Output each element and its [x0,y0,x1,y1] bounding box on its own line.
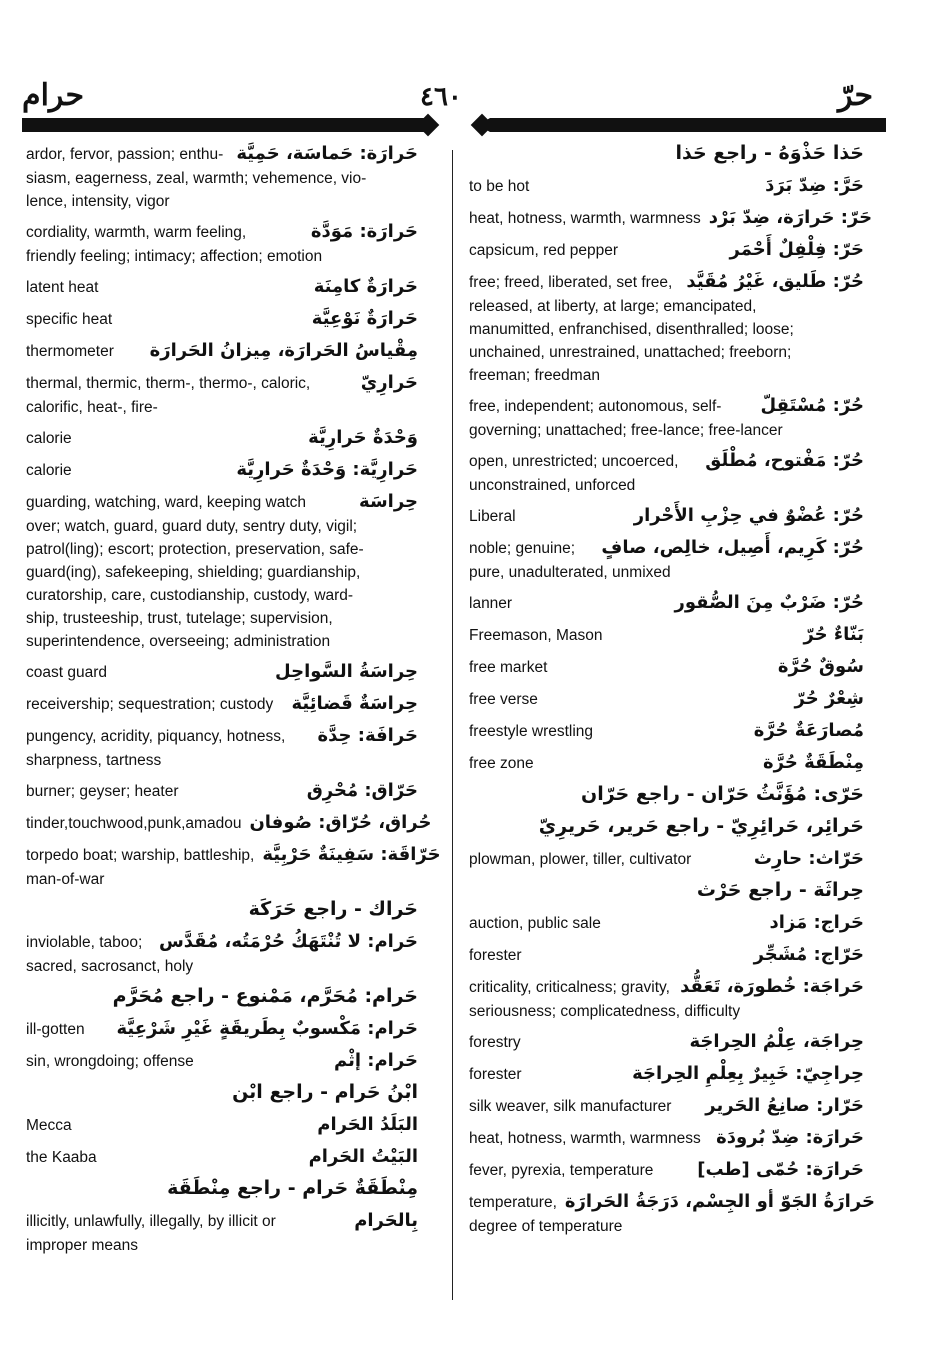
entry-translation: ardor, fervor, passion; enthu- [26,146,224,163]
entry-translation: illicitly, unlawfully, illegally, by illicit or [26,1213,276,1230]
dictionary-entry [469,717,864,744]
entry-translation-continued: unchained, unrestrained, unattached; freeborn; [469,344,792,361]
dictionary-entry [26,305,418,332]
entry-translation: specific heat [26,311,113,328]
entry-headword: سُوقٌ حُرَّة [777,656,864,677]
dictionary-entry [469,621,864,648]
entry-translation: freestyle wrestling [469,723,594,740]
entry-headword: حَرام: مَكْسوبٌ بِطَريقَةٍ غَيْرِ شَرْعِيَّة [116,1018,418,1039]
entry-translation: forester [469,947,522,964]
entry-headword: حَراجَة: خُطورَة، تَعَقُّد [680,976,864,997]
dictionary-entry [26,337,418,364]
dictionary-entry [469,534,864,584]
entry-headword: مُصارَعَةٌ حُرَّة [753,720,864,741]
entry-headword: حُرّ: ضَرْبٌ مِنَ الصُّقور [674,592,864,613]
dictionary-entry [469,1156,864,1183]
entry-translation: silk weaver, silk manufacturer [469,1098,672,1115]
entry-translation-continued: siasm, eagerness, zeal, warmth; vehemence, vio- [26,170,367,187]
entry-translation-continued: improper means [26,1237,138,1254]
entry-translation: thermometer [26,343,114,360]
left-guide-word: حرام [22,79,85,112]
entry-translation: Freemason, Mason [469,627,603,644]
entry-translation: heat, hotness, warmth, warmness [469,210,701,227]
entry-translation-continued: degree of temperature [469,1218,623,1235]
dictionary-entry [26,424,418,451]
entry-translation: open, unrestricted; uncoerced, [469,453,679,470]
dictionary-entry [469,973,864,1023]
dictionary-entry [26,777,418,804]
entry-translation: calorie [26,462,72,479]
dictionary-entry [469,845,864,872]
entry-headword: حَرّاق: مُحْرِق [306,780,418,801]
entry-translation-continued: calorific, heat-, fire- [26,399,158,416]
dictionary-entry [469,140,864,167]
entry-translation: noble; genuine; [469,540,576,557]
entry-translation: heat, hotness, warmth, warmness [469,1130,701,1147]
entry-headword: حِراسَةٌ قَضائِيَّة [291,693,418,714]
entry-translation: criticality, criticalness; gravity, [469,979,670,996]
dictionary-entry [26,1207,418,1257]
entry-headword: حَراك - راجع حَرَكَة [248,898,418,920]
entry-headword: حَرارَة: ضِدّ بُرودَة [716,1127,864,1148]
dictionary-entry [469,685,864,712]
entry-translation: temperature, [469,1194,557,1211]
entry-headword: مِقْياسُ الحَرارَة، مِيزانُ الحَرارَة [149,340,418,361]
dictionary-entry [469,941,864,968]
dictionary-entry [26,456,418,483]
entry-translation: torpedo boat; warship, battleship, [26,847,255,864]
entry-headword: حَرَّ: ضِدّ بَرَدَ [765,175,864,196]
dictionary-entry [26,1047,418,1074]
dictionary-entry [469,204,873,231]
entry-headword: حَرام: إثْم [333,1050,418,1071]
column-divider [452,150,453,1300]
entry-headword: حَرارَةٌ نَوْعِيَّة [311,308,418,329]
entry-headword: حَرّاقَة: سَفِينَةٌ حَرْبِيَّة [262,844,441,865]
entry-translation-continued: superintendence, overseeing; administration [26,633,331,650]
dictionary-entry [469,447,864,497]
dictionary-entry [26,983,418,1010]
entry-headword: حِراسَة [359,491,418,512]
entry-headword: بَنّاءٌ حُرّ [803,624,864,645]
dictionary-entry [26,1111,418,1138]
entry-translation-continued: released, at liberty, at large; emancipated, [469,298,757,315]
entry-headword: حَراج: مَزاد [769,912,864,933]
entry-translation: plowman, plower, tiller, cultivator [469,851,692,868]
entry-headword: حَرائِر، حَرائِرِيّ - راجع حَرير، حَريرِيّ [538,815,864,837]
entry-translation-continued: friendly feeling; intimacy; affection; emotion [26,248,323,265]
entry-translation: forester [469,1066,522,1083]
entry-headword: حَرام: مُحَرَّم، مَمْنوع - راجع مُحَرَّم [112,985,418,1007]
entry-headword: حُراق، حُرّاق: صُوفان [249,812,432,833]
left-column [26,140,441,1262]
entry-headword: حَرارَة: حُمّى [طب] [697,1159,864,1180]
entry-translation: cordiality, warmth, warm feeling, [26,224,247,241]
entry-headword: حَرافَة: حِدَّة [317,725,418,746]
entry-headword: حِراجِيّ: خَبِيرٌ بِعِلْمِ الحِراجَة [632,1063,864,1084]
entry-headword: حَرّار: صانِعُ الحَرير [705,1095,864,1116]
dictionary-entry [26,722,418,772]
entry-translation: auction, public sale [469,915,601,932]
entry-translation: pungency, acridity, piquancy, hotness, [26,728,286,745]
entry-translation: guarding, watching, ward, keeping watch [26,494,307,511]
entry-translation: sin, wrongdoing; offense [26,1053,194,1070]
dictionary-entry [26,841,441,891]
entry-translation: ill-gotten [26,1021,85,1038]
dictionary-entry [26,218,418,268]
dictionary-entry [469,1124,864,1151]
dictionary-entry [26,809,432,836]
dictionary-entry [469,172,864,199]
entry-translation-continued: manumitted, enfranchised, disenthralled; loose; [469,321,794,338]
entry-headword: حَرارَةٌ كامِنَة [313,276,418,297]
dictionary-entry [469,653,864,680]
dictionary-entry [26,273,418,300]
entry-headword: حَرّاث: حارِث [753,848,864,869]
right-column [469,140,876,1243]
entry-headword: مِنْطَقَةٌ حَرام - راجع مِنْطَقَة [167,1177,418,1199]
dictionary-entry [469,781,864,808]
entry-translation-continued: over; watch, guard, guard duty, sentry duty, vigil; [26,518,358,535]
entry-headword: حِراسَةُ السَّواحِل [275,661,418,682]
entry-translation-continued: unconstrained, unforced [469,477,636,494]
entry-headword: حُرّ: كَرِيم، أَصِيل، خالِص، صافٍ [601,537,864,558]
entry-headword: بِالحَرام [354,1210,418,1231]
dictionary-entry [26,1015,418,1042]
entry-translation: capsicum, red pepper [469,242,619,259]
header-rule [0,108,932,144]
entry-headword: حَرارَة: مَوَدَّة [310,221,418,242]
entry-headword: شِعْرٌ حُرّ [794,688,864,709]
entry-headword: البَلَدُ الحَرام [317,1114,418,1135]
entry-translation-continued: governing; unattached; free-lance; free-lancer [469,422,783,439]
entry-translation: receivership; sequestration; custody [26,696,274,713]
dictionary-entry [469,749,864,776]
entry-headword: مِنْطَقَةٌ حُرَّة [763,752,864,773]
dictionary-entry [26,488,418,653]
entry-headword: حُرّ: مَفْتوح، مُطْلَق [705,450,864,471]
entry-headword: حَرارِيّ [360,372,418,393]
entry-headword: حُرّ: عُضْوٌ في حِزْبِ الأَحْرار [633,505,864,526]
entry-headword: ابْنُ حَرام - راجع ابْن [232,1081,418,1103]
entry-translation-continued: patrol(ling); escort; protection, preservation, safe- [26,541,364,558]
entry-translation: burner; geyser; heater [26,783,179,800]
entry-translation-continued: man-of-war [26,871,105,888]
dictionary-entry [469,813,864,840]
entry-translation: free zone [469,755,534,772]
entry-translation: forestry [469,1034,521,1051]
entry-headword: حَرّ: فِلْفِلٌ أَحْمَر [729,239,864,260]
entry-translation-continued: guard(ing), safekeeping, shielding; guardianship, [26,564,361,581]
entry-translation: lanner [469,595,513,612]
dictionary-entry [469,1188,876,1238]
entry-headword: حَرّ: حَرارَة، ضِدّ بَرْد [708,207,873,228]
dictionary-entry [26,690,418,717]
page-header [0,0,932,140]
entry-translation: Mecca [26,1117,72,1134]
dictionary-entry [26,1175,418,1202]
dictionary-entry [26,140,418,213]
entry-translation: calorie [26,430,72,447]
entry-translation: tinder,touchwood,punk,amadou [26,815,242,832]
entry-headword: حَرّاج: مُشَجِّر [753,944,864,965]
entry-translation: fever, pyrexia, temperature [469,1162,654,1179]
entry-translation: free; freed, liberated, set free, [469,274,673,291]
entry-headword: حِراجَة، عِلْمُ الحِراجَة [689,1031,864,1052]
dictionary-entry [469,392,864,442]
entry-translation-continued: curatorship, care, custodianship, custody, ward- [26,587,354,604]
entry-translation: thermal, thermic, therm-, thermo-, caloric, [26,375,311,392]
right-guide-word: حرّ [838,79,874,112]
entry-translation: Liberal [469,508,516,525]
dictionary-entry [469,502,864,529]
entry-headword: حَرارَةُ الجَوّ أو الجِسْم، دَرَجَةُ الحَرارَة [564,1191,876,1212]
dictionary-entry [469,589,864,616]
entry-translation: latent heat [26,279,99,296]
entry-headword: حَرارَة: حَماسَة، حَمِيَّة [236,143,418,164]
dictionary-entry [26,1143,418,1170]
dictionary-entry [469,236,864,263]
dictionary-entry [26,896,418,923]
dictionary-entry [469,877,864,904]
entry-translation-continued: ship, trusteeship, trust, tutelage; supervision, [26,610,333,627]
entry-headword: وَحْدَةٌ حَرارِيَّة [308,427,418,448]
entry-translation: the Kaaba [26,1149,97,1166]
dictionary-entry [469,268,864,387]
page-number: ٤٦٠ [420,82,462,111]
dictionary-entry [26,928,418,978]
entry-headword: حُرّ: مُسْتَقِلّ [760,395,864,416]
entry-translation: coast guard [26,664,107,681]
entry-headword: حَرام: لا تُنْتَهَكُ حُرْمَتُه، مُقَدَّس [158,931,418,952]
dictionary-entry [469,1092,864,1119]
dictionary-entry [469,909,864,936]
dictionary-entry [26,369,418,419]
entry-translation: free market [469,659,548,676]
entry-translation: to be hot [469,178,530,195]
dictionary-entry [469,1060,864,1087]
entry-translation: inviolable, taboo; [26,934,143,951]
dictionary-entry [26,658,418,685]
dictionary-entry [26,1079,418,1106]
entry-headword: حَرّى: مُؤَنَّثُ حَرّان - راجع حَرّان [580,783,864,805]
entry-headword: حِراثَة - راجع حَرْث [696,879,864,901]
entry-translation-continued: pure, unadulterated, unmixed [469,564,671,581]
entry-translation-continued: freeman; freedman [469,367,600,384]
entry-headword: حَذا حَذْوَهُ - راجع حَذا [675,142,864,164]
entry-translation-continued: sharpness, tartness [26,752,162,769]
entry-translation-continued: lence, intensity, vigor [26,193,170,210]
dictionary-entry [469,1028,864,1055]
entry-headword: حَرارِيَّة: وَحْدَةٌ حَرارِيَّة [236,459,418,480]
entry-headword: حُرّ: طَليق، غَيْرُ مُقَيَّد [686,271,864,292]
entry-translation-continued: seriousness; complicatedness, difficulty [469,1003,741,1020]
entry-translation: free verse [469,691,538,708]
entry-translation-continued: sacred, sacrosanct, holy [26,958,194,975]
entry-headword: البَيْتُ الحَرام [308,1146,418,1167]
entry-translation: free, independent; autonomous, self- [469,398,722,415]
